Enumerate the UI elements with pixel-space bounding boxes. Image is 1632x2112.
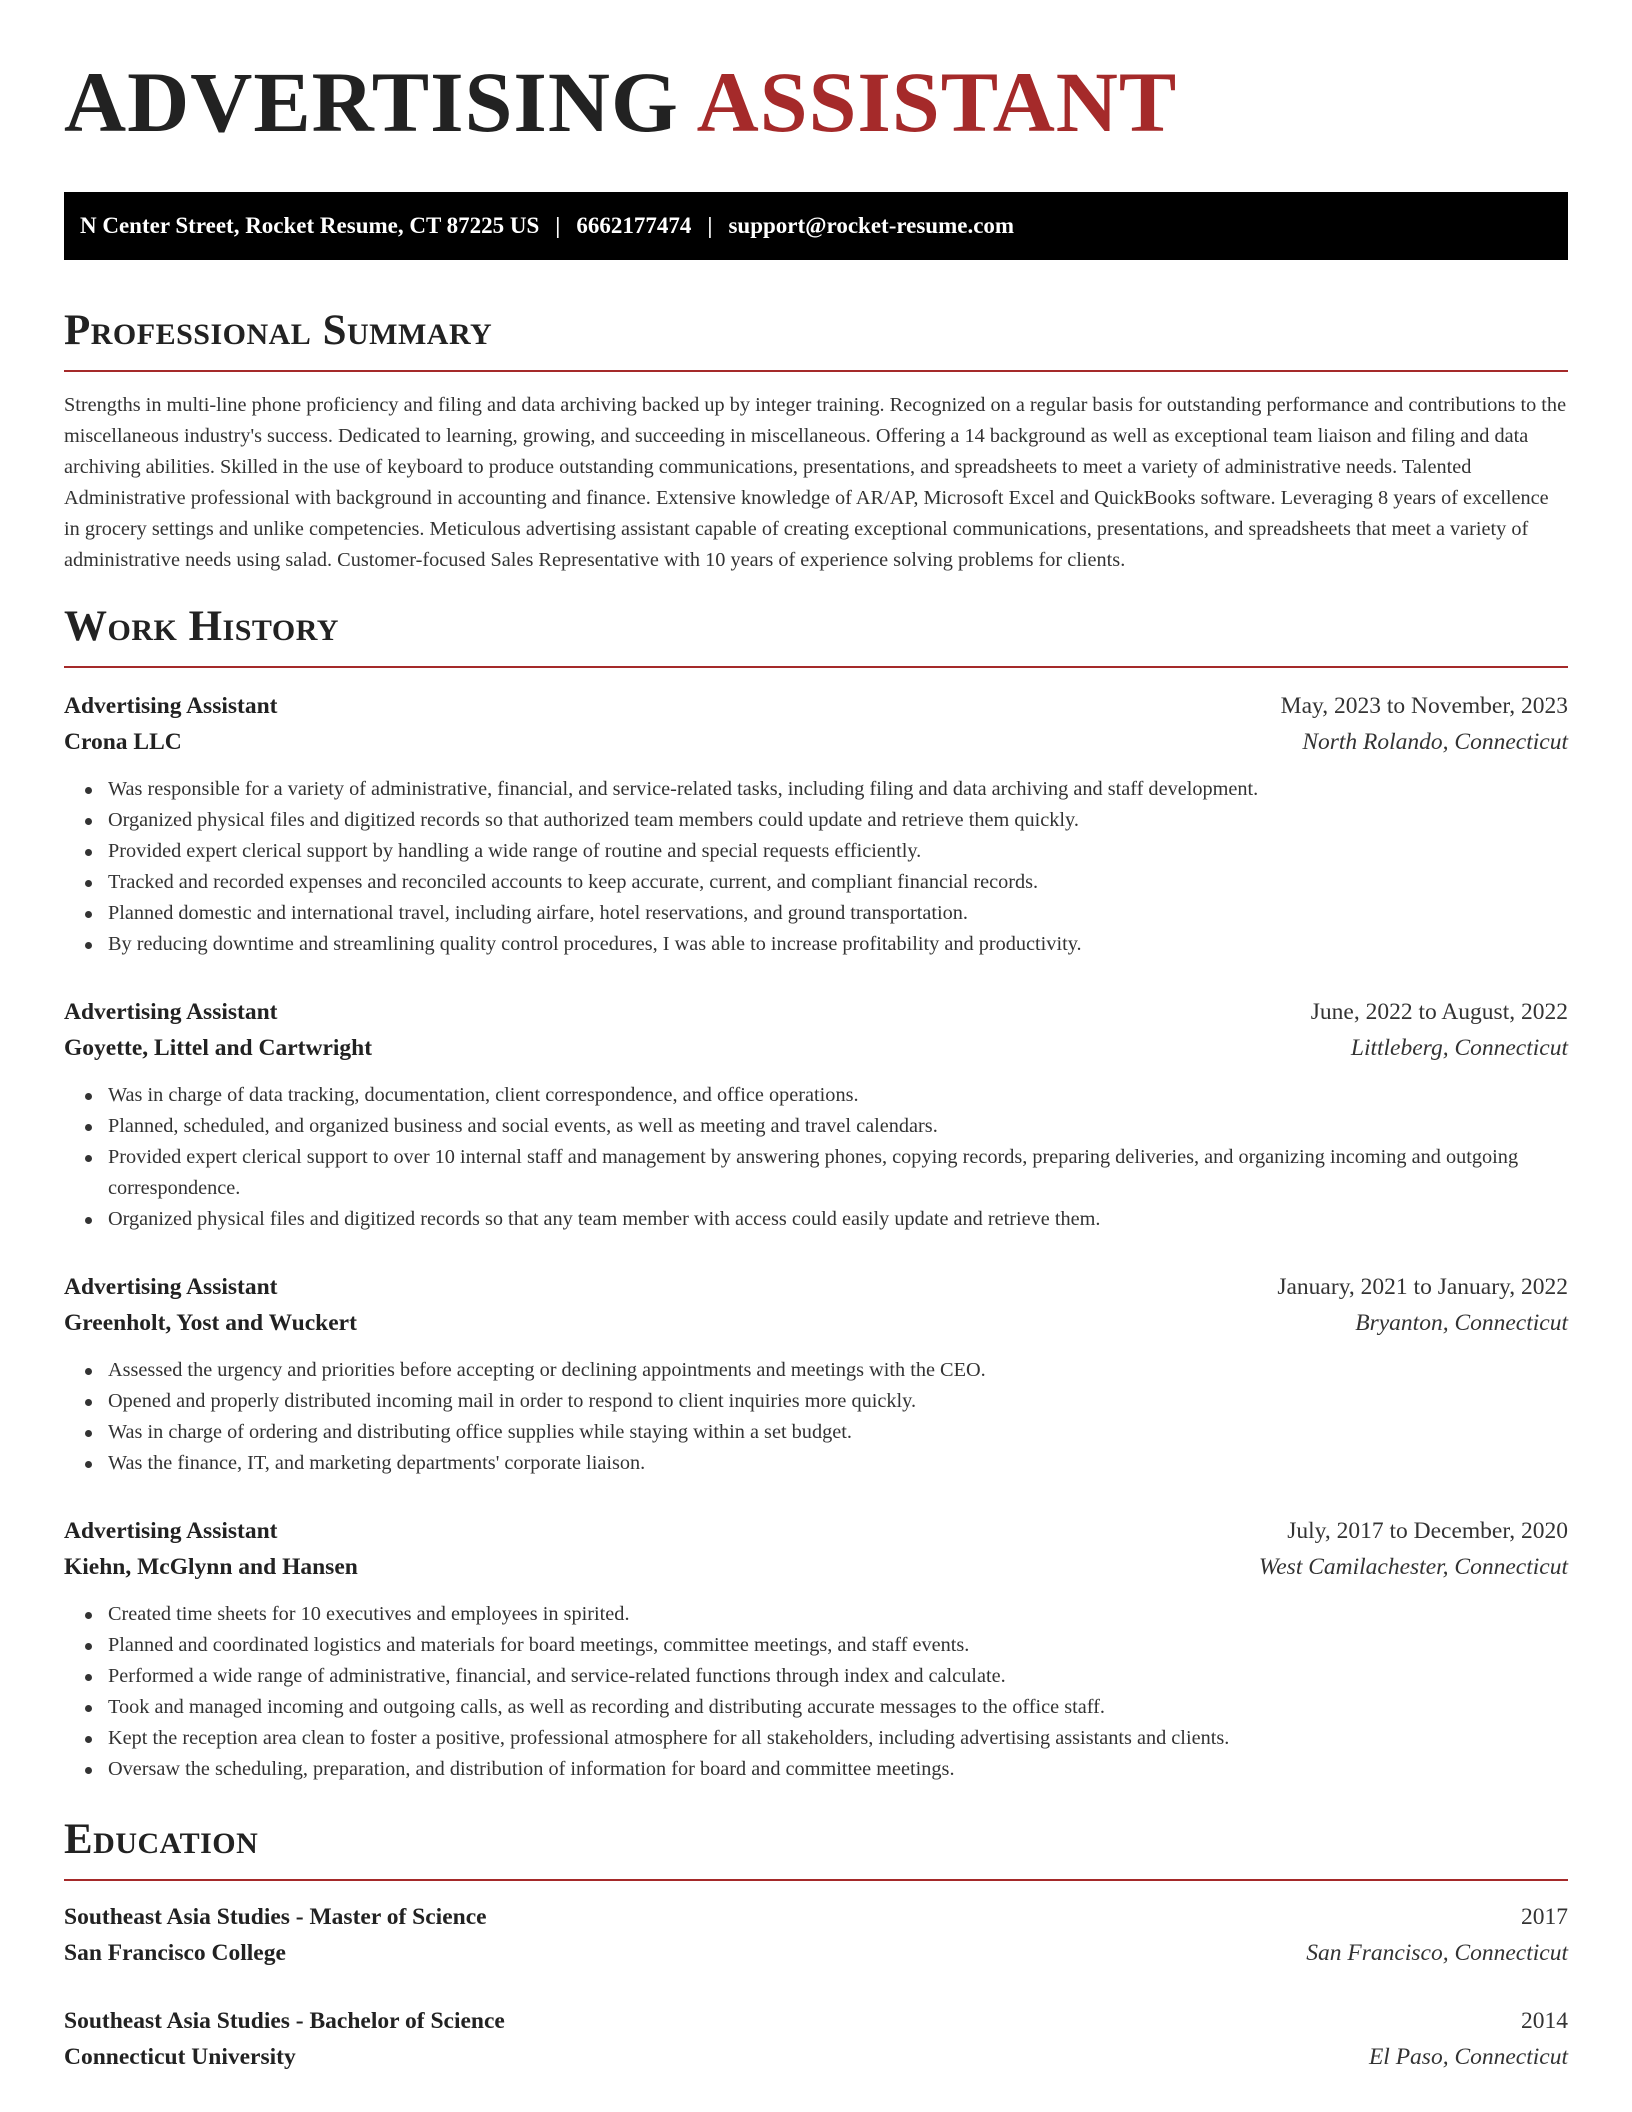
education-entry [64,2003,1568,2075]
job-bullet: Organized physical files and digitized records so that authorized team members could update and retrieve them quickly. [64,805,1568,836]
job-bullet: Tracked and recorded expenses and reconciled accounts to keep accurate, current, and compliant financial records. [64,867,1568,898]
summary-heading: Professional Summary [64,307,493,354]
job-bullet: Was the finance, IT, and marketing departments' corporate liaison. [64,1448,1568,1479]
job-bullets [64,1355,1568,1479]
job-bullet: Opened and properly distributed incoming mail in order to respond to client inquiries more quickly. [64,1386,1568,1417]
contact-separator: | [707,213,713,238]
job-bullet: Created time sheets for 10 executives and employees in spirited. [64,1599,1568,1630]
job-bullet: Provided expert clerical support by handling a wide range of routine and special requests efficiently. [64,836,1568,867]
title-second-word: ASSISTANT [696,54,1178,150]
education-school: San Francisco College [64,1940,286,1966]
education-school: Connecticut University [64,2044,296,2070]
education-heading: Education [64,1816,259,1863]
summary-section [64,306,1568,576]
summary-text: Strengths in multi-line phone proficiency and filing and data archiving backed up by integer training. Recognized on a regular basis for outstanding performance and contributions to the miscellaneous industry's success. Dedicated to learning, growing, and succeeding in miscellaneous. Offering a 14 background as well as exceptional team liaison and filing and data archiving abilities. Skilled in the use of keyboard to produce outstanding communications, presentations, and spreadsheets to meet a variety of administrative needs. Talented Administrative professional with background in accounting and finance. Extensive knowledge of AR/AP, Microsoft Excel and QuickBooks software. Leveraging 8 years of excellence in grocery settings and unlike competencies. Meticulous advertising assistant capable of creating exceptional communications, presentations, and spreadsheets that meet a variety of administrative needs using salad. Customer-focused Sales Representative with 10 years of experience solving problems for clients. [64,394,1567,571]
job-bullet: By reducing downtime and streamlining quality control procedures, I was able to increase profitability and productivity. [64,929,1568,960]
work-history-section [64,602,1568,1785]
education-location: El Paso, Connecticut [1368,2044,1568,2070]
job-bullet: Kept the reception area clean to foster a positive, professional atmosphere for all stakeholders, including advertising assistants and clients. [64,1723,1568,1754]
resume-title [64,52,1568,152]
section-divider [64,370,1568,372]
education-entry [64,1899,1568,1971]
job-location: West Camilachester, Connecticut [1258,1554,1568,1580]
job-bullet: Was responsible for a variety of administrative, financial, and service-related tasks, including filing and data archiving and staff development. [64,774,1568,805]
job-bullet: Provided expert clerical support to over 10 internal staff and management by answering phones, copying records, preparing deliveries, and organizing incoming and outgoing correspondence. [64,1142,1568,1204]
education-location: San Francisco, Connecticut [1306,1940,1568,1966]
job-bullets [64,774,1568,960]
job-bullet: Took and managed incoming and outgoing calls, as well as recording and distributing accurate messages to the office staff. [64,1692,1568,1723]
job-dates: June, 2022 to August, 2022 [1310,999,1568,1025]
contact-email: support@rocket-resume.com [728,213,1015,238]
job-company: Goyette, Littel and Cartwright [64,1035,373,1061]
job-dates: May, 2023 to November, 2023 [1280,693,1568,719]
job-company: Greenholt, Yost and Wuckert [64,1310,357,1336]
education-degree: Southeast Asia Studies - Bachelor of Science [64,2008,505,2034]
job-entry [64,688,1568,960]
job-entry [64,1269,1568,1479]
job-bullet: Was in charge of data tracking, documentation, client correspondence, and office operations. [64,1080,1568,1111]
job-bullets [64,1599,1568,1785]
job-dates: July, 2017 to December, 2020 [1287,1518,1568,1544]
job-location: North Rolando, Connecticut [1302,729,1568,755]
job-dates: January, 2021 to January, 2022 [1277,1274,1568,1300]
job-bullet: Assessed the urgency and priorities before accepting or declining appointments and meetings with the CEO. [64,1355,1568,1386]
work-history-heading: Work History [64,603,339,650]
contact-separator: | [555,213,561,238]
job-title: Advertising Assistant [64,1518,278,1544]
education-year: 2017 [1521,1904,1568,1930]
section-divider [64,1879,1568,1881]
title-first-word: ADVERTISING [64,54,679,150]
job-location: Bryanton, Connecticut [1355,1310,1568,1336]
job-bullet: Was in charge of ordering and distributing office supplies while staying within a set budget. [64,1417,1568,1448]
job-location: Littleberg, Connecticut [1350,1035,1568,1061]
job-entry [64,1513,1568,1785]
job-bullet: Performed a wide range of administrative, financial, and service-related functions through index and calculate. [64,1661,1568,1692]
job-title: Advertising Assistant [64,693,278,719]
education-year: 2014 [1521,2008,1568,2034]
job-entry [64,994,1568,1235]
job-bullet: Planned domestic and international travel, including airfare, hotel reservations, and ground transportation. [64,898,1568,929]
job-title: Advertising Assistant [64,999,278,1025]
job-title: Advertising Assistant [64,1274,278,1300]
job-bullet: Oversaw the scheduling, preparation, and distribution of information for board and committee meetings. [64,1754,1568,1785]
contact-address: N Center Street, Rocket Resume, CT 87225 US [80,213,540,238]
section-divider [64,666,1568,668]
contact-phone: 6662177474 [576,213,692,238]
education-degree: Southeast Asia Studies - Master of Science [64,1904,487,1930]
job-bullets [64,1080,1568,1235]
job-company: Crona LLC [64,729,182,755]
job-bullet: Planned and coordinated logistics and materials for board meetings, committee meetings, and staff events. [64,1630,1568,1661]
education-section [64,1815,1568,2075]
job-bullet: Organized physical files and digitized records so that any team member with access could easily update and retrieve them. [64,1204,1568,1235]
job-company: Kiehn, McGlynn and Hansen [64,1554,358,1580]
job-bullet: Planned, scheduled, and organized business and social events, as well as meeting and travel calendars. [64,1111,1568,1142]
contact-bar [64,192,1568,260]
